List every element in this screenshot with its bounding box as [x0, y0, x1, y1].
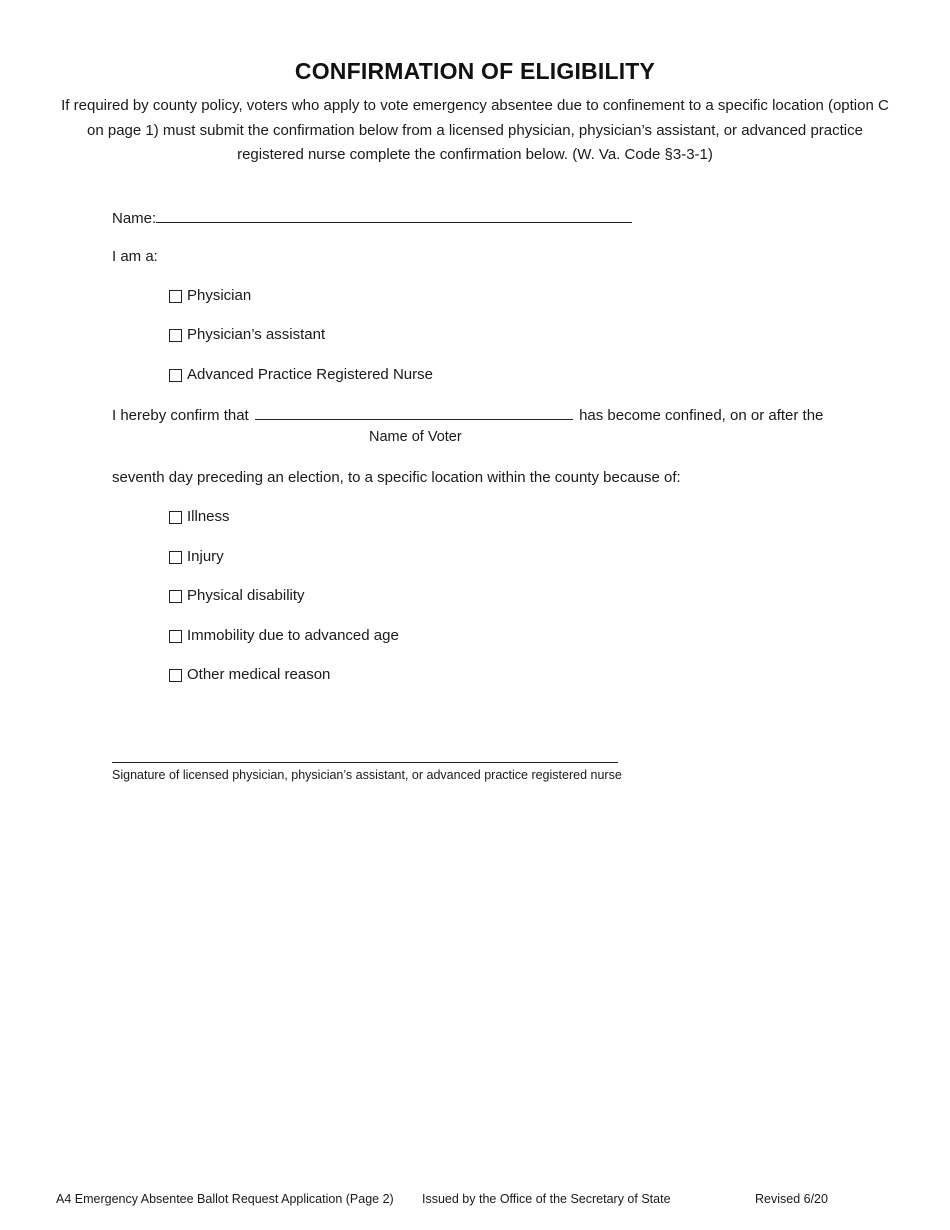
- name-field[interactable]: [156, 207, 632, 223]
- voter-name-field[interactable]: [255, 404, 573, 420]
- checkbox-icon[interactable]: [169, 511, 182, 524]
- footer-issuer: Issued by the Office of the Secretary of State: [422, 1192, 671, 1206]
- option-label: Other medical reason: [187, 666, 331, 683]
- checkbox-icon[interactable]: [169, 329, 182, 342]
- confirm-continuation: seventh day preceding an election, to a specific location within the county because of:: [112, 469, 681, 486]
- footer-form-name: A4 Emergency Absentee Ballot Request Application (Page 2): [56, 1192, 394, 1206]
- option-illness[interactable]: [169, 507, 230, 527]
- checkbox-icon[interactable]: [169, 369, 182, 382]
- checkbox-icon[interactable]: [169, 669, 182, 682]
- option-injury[interactable]: [169, 547, 224, 567]
- option-label: Injury: [187, 548, 224, 565]
- option-physician[interactable]: [169, 286, 251, 306]
- intro-paragraph: If required by county policy, voters who apply to vote emergency absentee due to confinement to a specific location (option C on page 1) must submit the confirmation below from a licensed physician, physician’s assistant, or advanced practice registered nurse complete the confirmation below. (W. Va. Code §3-3-1): [61, 97, 889, 163]
- voter-name-caption: Name of Voter: [369, 429, 462, 445]
- signature-field[interactable]: [112, 762, 618, 763]
- checkbox-icon[interactable]: [169, 290, 182, 303]
- checkbox-icon[interactable]: [169, 551, 182, 564]
- option-aprn[interactable]: [169, 365, 433, 385]
- name-row: [112, 207, 632, 229]
- option-immobility[interactable]: [169, 626, 399, 646]
- i-am-label: I am a:: [112, 248, 158, 265]
- checkbox-icon[interactable]: [169, 630, 182, 643]
- signature-caption: Signature of licensed physician, physician’s assistant, or advanced practice registered nurse: [112, 768, 622, 782]
- option-physicians-assistant[interactable]: [169, 325, 325, 345]
- option-physical-disability[interactable]: [169, 586, 305, 606]
- option-label: Physician: [187, 287, 252, 304]
- option-label: Immobility due to advanced age: [187, 627, 399, 644]
- confirm-row: [112, 404, 823, 426]
- option-label: Physical disability: [187, 587, 305, 604]
- confirm-prefix: I hereby confirm that: [112, 407, 249, 424]
- confirm-suffix: has become confined, on or after the: [579, 407, 824, 424]
- option-label: Advanced Practice Registered Nurse: [187, 366, 433, 383]
- name-label: Name:: [112, 210, 157, 227]
- option-label: Illness: [187, 508, 230, 525]
- checkbox-icon[interactable]: [169, 590, 182, 603]
- option-other-medical[interactable]: [169, 665, 330, 685]
- footer-revision: Revised 6/20: [755, 1192, 828, 1206]
- option-label: Physician’s assistant: [187, 326, 326, 343]
- page-title: CONFIRMATION OF ELIGIBILITY: [294, 58, 656, 84]
